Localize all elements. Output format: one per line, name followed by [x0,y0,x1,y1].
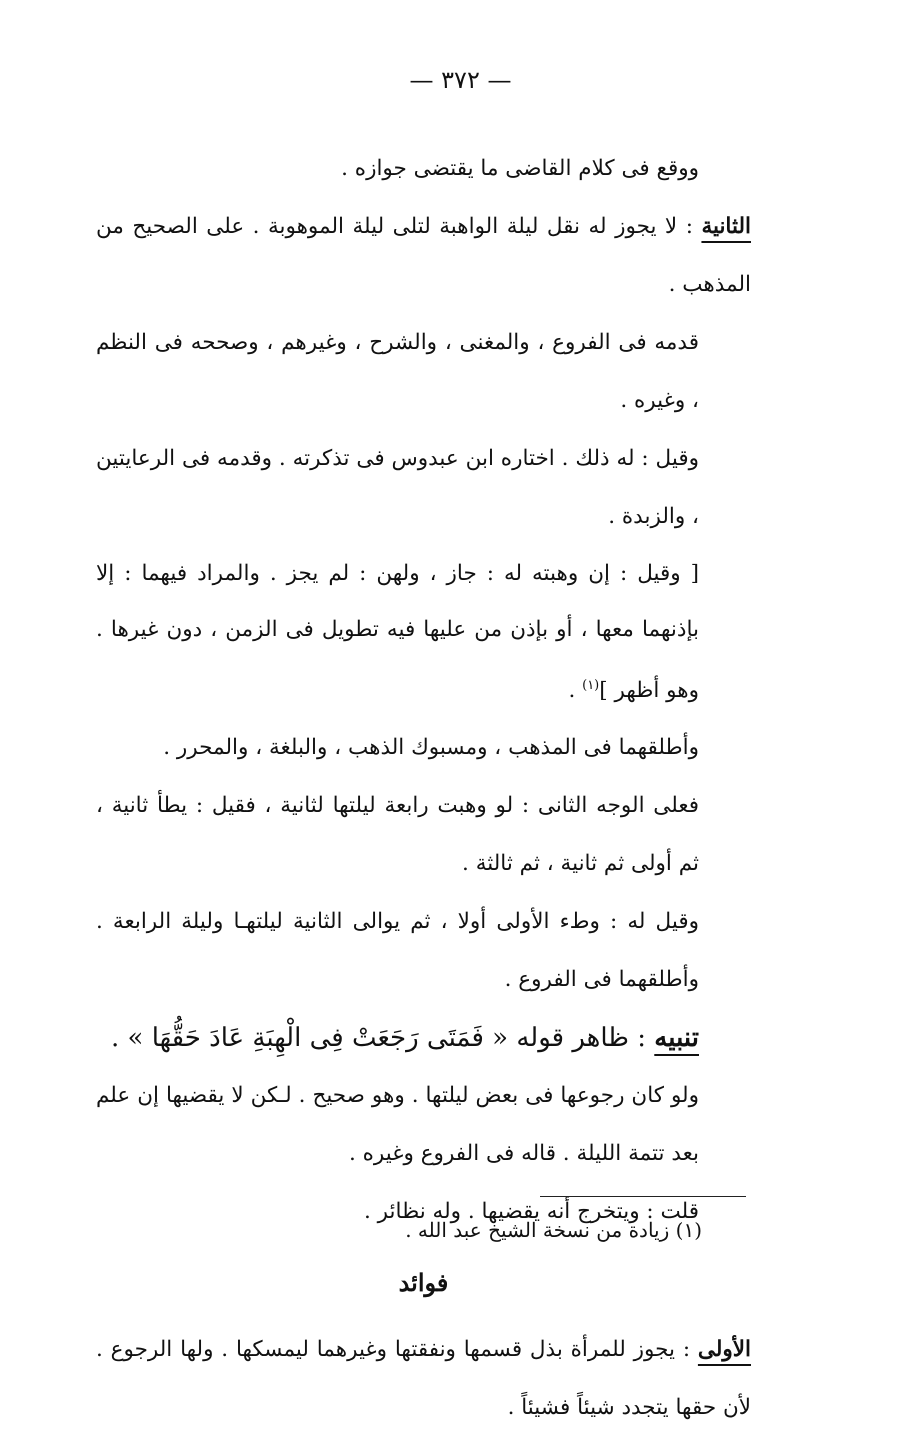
paragraph-9-text: : ظاهر قوله « فَمَتَى رَجَعَتْ فِى الْهِبَةِ عَادَ حَقُّهَا » . [111,1023,655,1054]
paragraph-6-text: وأطلقهما فى المذهب ، ومسبوك الذهب ، والبلغة ، والمحرر . [163,735,699,761]
paragraph-3-text: قدمه فى الفروع ، والمغنى ، والشرح ، وغيرهم ، وصححه فى النظم ، وغيره . [96,330,699,413]
paragraph-1 [96,140,751,198]
section-title: فوائد [398,1268,449,1298]
footnote-marker: (١) [582,678,600,693]
paragraph-8 [96,893,751,1009]
footnote: (١) زيادة من نسخة الشيخ عبد الله . [405,1218,702,1242]
paragraph-5-tail: . [568,678,583,704]
paragraph-8-text: وقيل له : وطء الأولى أولا ، ثم يوالى الثانية ليلتهـا وليلة الرابعة . وأطلقهما فى الفروع . [96,909,699,993]
paragraph-10-text: ولو كان رجوعها فى بعض ليلتها . وهو صحيح . لـكن لا يقضيها إن علم بعد تتمة الليلة . قاله فى الفروع وغيره . [96,1083,699,1167]
paragraph-9 [96,1009,751,1067]
paragraph-5 [96,546,751,719]
paragraph-12 [96,1321,751,1437]
paragraph-4 [96,430,751,546]
paragraph-12-text: : يجوز للمرأة بذل قسمها ونفقتها وغيرهما ليمسكها . ولها الرجوع . لأن حقها يتجدد شيئاً فشيئاً . [96,1337,751,1421]
paragraph-12-term: الأولى [697,1337,751,1363]
paragraph-2 [96,198,751,314]
page-number: — ٣٧٢ — [409,66,512,94]
paragraph-2-text: : لا يجوز له نقل ليلة الواهبة لتلى ليلة الموهوبة . على الصحيح من المذهب . [96,214,751,297]
paragraph-7-text: فعلى الوجه الثانى : لو وهبت رابعة ليلتها لثانية ، فقيل : يطأ ثانية ، ثم أولى ثم ثانية ، ثم ثالثة . [96,793,699,877]
paragraph-10 [96,1067,751,1183]
paragraph-9-term: تنبيه [654,1023,699,1054]
paragraph-1-text: ووقع فى كلام القاضى ما يقتضى جوازه . [341,156,699,181]
paragraph-6 [96,719,751,777]
paragraph-2-term: الثانية [701,214,751,239]
paragraph-11-text: قلت : ويتخرج أنه يقضيها . وله نظائر . [364,1199,699,1225]
paragraph-5-text: [ وقيل : إن وهبته له : جاز ، ولهن : لم يجز . والمراد فيهما : إلا بإذنهما معها ، أو بإذن من عليها فيه تطويل فى الزمن ، دون غيرها . وهو أظهر ] [96,561,699,704]
paragraph-7 [96,777,751,893]
footnote-divider [540,1196,746,1197]
paragraph-3 [96,314,751,430]
paragraph-4-text: وقيل : له ذلك . اختاره ابن عبدوس فى تذكرته . وقدمه فى الرعايتين ، والزبدة . [96,446,699,529]
